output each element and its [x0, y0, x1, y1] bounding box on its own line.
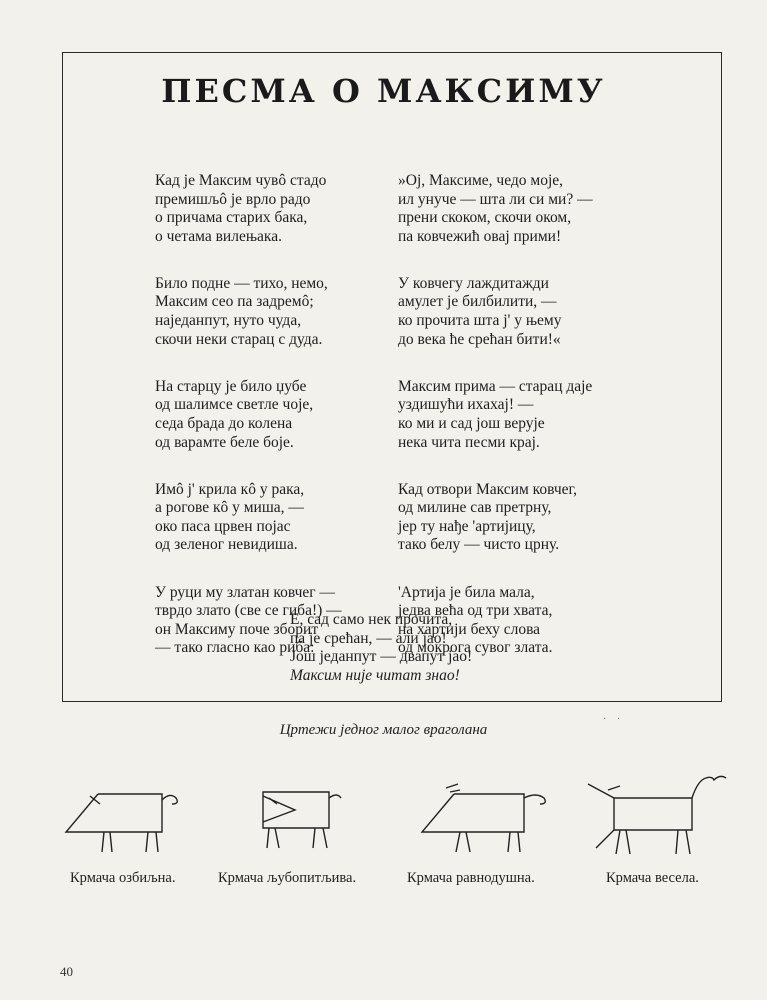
poem-column-right — [398, 172, 593, 686]
drawings-caption: Цртежи једног малог враголана — [279, 722, 488, 738]
poem-line: једва већа од три хвата, — [398, 602, 553, 620]
poem-line: од милине сав претрну, — [398, 499, 552, 517]
poem-line: скочи неки старац с дуда. — [155, 330, 323, 348]
pig-drawing-curious — [255, 770, 345, 860]
poem-line: нека чита песми крај. — [398, 433, 540, 451]
poem-line: Још једанпут — двапут јао! — [290, 648, 473, 666]
poem-line: прени скоком, скочи оком, — [398, 209, 572, 227]
poem-line: до века ће срећан бити!« — [398, 330, 561, 348]
poem-line: од варамте беле боје. — [155, 433, 294, 451]
poem-line: Кад је Максим чувô стадо — [155, 172, 327, 189]
pig-label: Крмача озбиљна. — [70, 870, 176, 886]
poem-line: Максим сео па задремô; — [155, 293, 314, 311]
poem-line: ко ми и сад још верује — [398, 414, 545, 432]
pig-label: Крмача љубопитљива. — [218, 870, 357, 886]
poem-line: Максим прима — старац даје — [398, 377, 593, 395]
poem-line: ко прочита шта ј' у њему — [398, 312, 562, 330]
poem-line: јер ту нађе 'артијицу, — [398, 517, 536, 535]
pig-label: Крмача равнодушна. — [407, 870, 535, 886]
poem-line: — тако гласно као риба: — [155, 639, 315, 657]
poem-line: наједанпут, нуто чуда, — [155, 312, 302, 330]
poem-line: 'Артија је била мала, — [398, 583, 535, 601]
poem-line: па је срећан, — али јао! — [290, 629, 447, 647]
poem-line: на хартији беху слова — [398, 620, 541, 638]
pig-drawing-cheerful — [580, 770, 730, 865]
page-number: 40 — [60, 964, 73, 979]
stanza — [398, 378, 593, 452]
ink-specks: · · — [603, 714, 625, 725]
poem-line: па ковчежић овај прими! — [398, 227, 562, 245]
poem-line: Кад отвори Максим ковчег, — [398, 480, 578, 498]
pig-label: Крмача весела. — [606, 870, 699, 886]
poem-line: На старцу је било џубе — [155, 377, 307, 395]
stanza — [155, 275, 342, 349]
poem-line: Било подне — тихо, немо, — [155, 274, 328, 292]
poem-line: он Максиму поче зборит — [155, 620, 319, 638]
stanza — [155, 481, 342, 555]
poem-title: ПЕСМА О МАКСИМУ — [161, 72, 606, 110]
poem-line: Е, сад само нек прочита, — [290, 611, 453, 628]
poem-line: ил унуче — шта ли си ми? — — [398, 190, 593, 208]
poem-line: уздишући ихахај! — — [398, 396, 534, 414]
pig-drawing-serious — [62, 770, 192, 860]
poem-line: »Ој, Максиме, чедо моје, — [398, 172, 564, 189]
poem-line: Максим није читат знао! — [290, 666, 460, 684]
poem-line: премишљô је врло радо — [155, 190, 311, 208]
poem-column-left — [155, 172, 342, 686]
poem-line: амулет је билбилити, — — [398, 293, 557, 311]
poem-line: од шалимсе светле чоје, — [155, 396, 314, 414]
poem-line: седа брада до колена — [155, 414, 293, 432]
pig-drawing-indifferent — [420, 770, 560, 860]
stanza — [155, 172, 342, 246]
stanza — [155, 378, 342, 452]
poem-line: око паса црвен појас — [155, 517, 291, 535]
poem-line: од мокрога сувог злата. — [398, 639, 553, 657]
stanza — [398, 481, 593, 555]
stanza — [398, 172, 593, 246]
poem-line: а рогове кô у миша, — — [155, 499, 304, 517]
stanza — [398, 275, 593, 349]
poem-line: од зеленог невидиша. — [155, 536, 298, 554]
poem-line: У ковчегу лаждитажди — [398, 274, 549, 292]
poem-line: о причама старих бака, — [155, 209, 308, 227]
poem-line: Имô ј' крила кô у рака, — [155, 480, 305, 498]
final-stanza — [290, 611, 472, 685]
poem-line: тврдо злато (све се гиба!) — — [155, 602, 342, 620]
poem-line: тако белу — чисто црну. — [398, 536, 560, 554]
poem-line: о четама вилењака. — [155, 227, 282, 245]
poem-line: У руци му златан ковчег — — [155, 583, 336, 601]
